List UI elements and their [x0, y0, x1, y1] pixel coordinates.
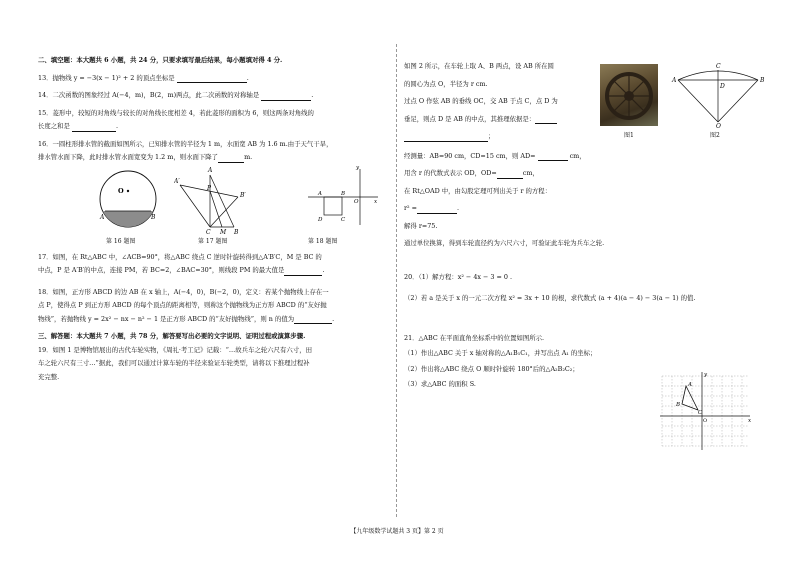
question-20-part2: （2）若 a 是关于 x 的一元二次方程 x² = 3x + 10 的根，求代数式 (a + 4)(a − 4) − 3(a − 1) 的值.	[404, 294, 696, 302]
question-21-part3: （3）求△ABC 的面积 S.	[404, 380, 476, 388]
fig18-label-x: x	[374, 198, 378, 205]
answer-blank-16[interactable]	[218, 155, 244, 163]
question-15-line1: 15．菱形中，较短的对角线与较长的对角线长度相差 4，若此菱形的面积为 6，则这两条对角线的	[38, 108, 314, 117]
fig17-label-b: B	[234, 228, 239, 235]
caption-figure-2: 图2	[710, 132, 720, 139]
question-18-line2: 点 P，使得点 P 到正方形 ABCD 的每个顶点的距离相等，则称这个抛物线为正方形 ABCD 的“友好抛	[38, 301, 327, 309]
caption-figure-1: 图1	[624, 132, 634, 139]
fig2-label-d: D	[720, 83, 725, 90]
fig16-label-a: A	[100, 213, 105, 221]
q19-text-r4: 垂足，则点 D 是 AB 的中点，其推理依据是：	[404, 115, 760, 125]
figure-row-16-18	[38, 163, 390, 243]
left-column	[38, 56, 390, 382]
q19-text-r1: 如图 2 所示，在车轮上取 A、B 两点，设 AB 所在圆	[404, 62, 554, 70]
answer-blank-19-od[interactable]	[497, 171, 523, 179]
fig18-label-o: O	[354, 198, 359, 205]
fig21-label-y: y	[704, 372, 708, 378]
question-19-line1: 19．如图 1 是博物馆展出的古代车轮实物，《周礼·考工记》记载：“…故兵车之轮六尺有六寸，田	[38, 345, 312, 354]
q19-text-r6: 经测量：AB=90 cm，CD=15 cm，则 AD= cm，	[404, 151, 586, 160]
column-divider	[396, 44, 397, 517]
q19-text-r10: 解得 r=75.	[404, 221, 438, 230]
answer-blank-19-ad[interactable]	[538, 153, 568, 161]
fig2-label-o: O	[716, 123, 721, 128]
answer-blank-18[interactable]	[294, 316, 332, 324]
caption-figure-16: 第 16 题图	[106, 237, 136, 245]
fig21-label-x: x	[748, 418, 752, 424]
fig21-label-o: O	[703, 418, 708, 424]
fig21-label-a: A	[688, 382, 692, 388]
fig18-label-c: C	[341, 216, 346, 223]
q19-text-r8: 在 Rt△OAD 中，由勾股定理可列出关于 r 的方程：	[404, 186, 552, 195]
fig21-label-b: B	[676, 402, 681, 408]
fig17-label-a-prime: A′	[174, 177, 180, 185]
fig17-label-m: M	[220, 228, 227, 235]
figure-18-square	[284, 163, 380, 235]
answer-blank-19-reason[interactable]	[535, 116, 557, 124]
question-18-line3: 物线”，若抛物线 y = 2x² − nx − n² − 1 是正方形 ABCD 的“友好抛物线”，则 n 的值为 .	[38, 314, 335, 323]
question-16-line1: 16．一圆柱形排水管的截面如图所示，已知排水管的半径为 1 m，水面宽 AB 为 1.6 m.由于天气干旱，	[38, 139, 333, 148]
figure-16-pipe	[96, 167, 160, 233]
fig17-label-p: P	[207, 184, 212, 192]
figure-17-rotation	[174, 163, 256, 235]
fig16-label-o: O	[118, 186, 124, 195]
question-13: 13．抛物线 y = −3(x − 1)² + 2 的顶点坐标是 .	[38, 73, 249, 82]
page-footer: 【九年级数学试题共 3 页】第 2 页	[350, 528, 444, 535]
question-20-part1: 20．（1）解方程：x² − 4x − 3 = 0 .	[404, 272, 513, 281]
caption-figure-18: 第 18 题图	[308, 237, 338, 245]
fig2-label-c: C	[716, 63, 721, 70]
fig17-label-c: C	[206, 228, 211, 235]
wheel-spokes-image	[600, 64, 658, 126]
answer-blank-19-reason-cont[interactable]	[404, 134, 488, 142]
fig18-label-a: A	[318, 190, 322, 197]
answer-blank-17[interactable]	[284, 268, 322, 276]
question-17-line2: 中点，P 是 A′B′的中点，连接 PM，若 BC=2，∠BAC=30°，则线段 PM 的最大值是 .	[38, 266, 325, 274]
answer-blank-19-equation[interactable]	[417, 206, 457, 214]
answer-blank-15[interactable]	[72, 124, 116, 132]
answer-blank-13[interactable]	[177, 75, 247, 83]
question-19-line2: 车之轮六尺有三寸…”据此，我们可以通过计算车轮的半径来验证车轮类型，请将以下推理过程补	[38, 359, 310, 367]
q19-text-r5: ；	[404, 132, 760, 142]
question-14: 14．二次函数的图象经过 A(−4，m)，B(2，m)两点，此二次函数的对称轴是 .	[38, 91, 314, 99]
figure-2-arc	[670, 60, 766, 128]
question-15-line2: 长度之和是 .	[38, 122, 119, 130]
question-21-part2: （2）作出将△ABC 绕点 O 顺时针旋转 180°后的△A₂B₂C₂；	[404, 364, 579, 373]
question-17-line1: 17．如图，在 Rt△ABC 中，∠ACB=90°，将△ABC 绕点 C 逆时针旋转得到△A′B′C，M 是 BC 的	[38, 252, 322, 261]
answer-blank-14[interactable]	[261, 93, 311, 101]
q19-text-r9: r² = .	[404, 204, 460, 212]
question-21-part1: （1）作出△ABC 关于 x 轴对称的△A₁B₁C₁，并写出点 A₁ 的坐标；	[404, 349, 597, 357]
fig2-label-b: B	[760, 77, 765, 84]
fig17-label-a: A	[208, 166, 213, 174]
fig21-label-c: C	[698, 410, 703, 416]
question-18-line1: 18．如图，正方形 ABCD 的边 AB 在 x 轴上，A(−4，0)，B(−2，0)，定义：若某个抛物线上存在一	[38, 287, 329, 296]
caption-figure-17: 第 17 题图	[198, 237, 228, 245]
fig17-label-b-prime: B′	[240, 191, 246, 199]
q19-text-r11: 通过单位换算，得到车轮直径约为六尺六寸，可验证此车轮为兵车之轮.	[404, 239, 605, 247]
fig16-label-b: B	[151, 213, 156, 221]
section3-title: 三、解答题：本大题共 7 小题，共 78 分，解答要写出必要的文字说明、证明过程或演算步骤.	[38, 332, 306, 340]
q19-text-r3: 过点 O 作弦 AB 的垂线 OC，交 AB 于点 C，点 D 为	[404, 97, 558, 105]
fig2-label-a: A	[672, 77, 677, 84]
figure-1-wheel-photo	[600, 64, 658, 126]
question-16-line2: 排水管水面下降，此时排水管水面宽变为 1.2 m，则水面下降了 m.	[38, 153, 253, 161]
q19-text-r7: 用含 r 的代数式表示 OD，OD= cm，	[404, 169, 539, 177]
fig18-label-d: D	[318, 216, 323, 223]
q19-text-r2: 的圆心为点 O，半径为 r cm.	[404, 79, 488, 88]
question-21: 21．△ABC 在平面直角坐标系中的位置如图所示.	[404, 333, 545, 342]
fig18-label-y: y	[356, 164, 360, 171]
figure-21-coordinate-grid	[658, 370, 754, 452]
section2-title: 二、填空题：本大题共 6 小题，共 24 分，只要求填写最后结果，每小题填对得 4 分.	[38, 56, 283, 64]
question-19-line3: 充完整.	[38, 372, 60, 381]
fig18-label-b: B	[341, 190, 346, 197]
